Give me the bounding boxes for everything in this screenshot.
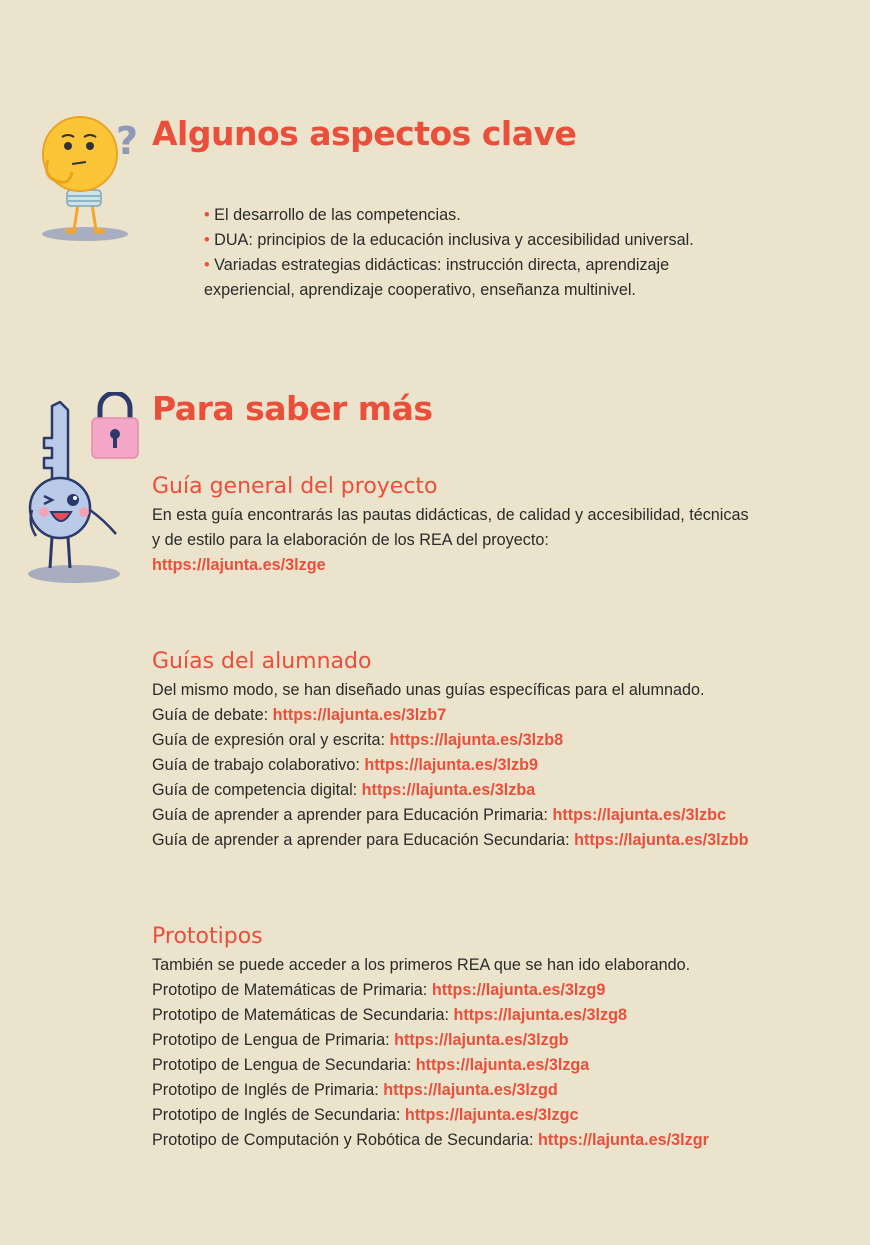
subsection-title-prototipos: Prototipos [152,924,263,949]
guia-digital-link[interactable]: https://lajunta.es/3lzba [361,781,536,799]
prototipo-mat-secundaria-link[interactable]: https://lajunta.es/3lzg8 [453,1006,628,1024]
guia-debate-link[interactable]: https://lajunta.es/3lzb7 [272,706,447,724]
prototipo-mat-primaria-link[interactable]: https://lajunta.es/3lzg9 [431,981,606,999]
key-aspects-list [204,203,694,303]
list-item: Guía de expresión oral y escrita: https://lajunta.es/3lzb8 [152,731,564,749]
list-item: Prototipo de Computación y Robótica de Secundaria: https://lajunta.es/3lzgr [152,1131,709,1149]
list-item: Prototipo de Matemáticas de Primaria: https://lajunta.es/3lzg9 [152,981,606,999]
subsection-title-alumnado: Guías del alumnado [152,649,372,674]
list-item-continuation: experiencial, aprendizaje cooperativo, enseñanza multinivel. [204,281,636,299]
prototipo-lengua-primaria-link[interactable]: https://lajunta.es/3lzgb [394,1031,569,1049]
svg-text:?: ? [116,119,138,163]
guia-aprender-secundaria-link[interactable]: https://lajunta.es/3lzbb [574,831,749,849]
prototipo-computacion-link[interactable]: https://lajunta.es/3lzgr [538,1131,709,1149]
list-item: Prototipo de Matemáticas de Secundaria: https://lajunta.es/3lzg8 [152,1006,628,1024]
guia-colaborativo-link[interactable]: https://lajunta.es/3lzb9 [364,756,538,774]
list-item: Guía de debate: https://lajunta.es/3lzb7 [152,706,447,724]
prototipo-ingles-primaria-link[interactable]: https://lajunta.es/3lzgd [383,1081,558,1099]
list-item: Prototipo de Inglés de Secundaria: https://lajunta.es/3lzgc [152,1106,579,1124]
guia-expresion-link[interactable]: https://lajunta.es/3lzb8 [389,731,564,749]
list-item: • Variadas estrategias didácticas: instrucción directa, aprendizaje [204,256,670,274]
guia-general-text [152,503,749,578]
list-item: Guía de competencia digital: https://lajunta.es/3lzba [152,781,536,799]
list-item: Guía de trabajo colaborativo: https://lajunta.es/3lzb9 [152,756,538,774]
list-item: Guía de aprender a aprender para Educación Secundaria: https://lajunta.es/3lzbb [152,831,749,849]
subsection-title-guia-general: Guía general del proyecto [152,474,438,499]
padlock-icon [90,392,140,462]
list-item: • El desarrollo de las competencias. [204,206,461,224]
list-item: Prototipo de Lengua de Primaria: https://lajunta.es/3lzgb [152,1031,569,1049]
list-item: Guía de aprender a aprender para Educación Primaria: https://lajunta.es/3lzbc [152,806,727,824]
prototipo-ingles-secundaria-link[interactable]: https://lajunta.es/3lzgc [404,1106,579,1124]
list-item: Prototipo de Lengua de Secundaria: https://lajunta.es/3lzga [152,1056,590,1074]
section-title-aspectos: Algunos aspectos clave [152,114,577,153]
guia-aprender-primaria-link[interactable]: https://lajunta.es/3lzbc [552,806,727,824]
paragraph-line: En esta guía encontrarás las pautas didácticas, de calidad y accesibilidad, técnicas [152,506,749,524]
alumnado-list [152,678,749,853]
prototipo-lengua-secundaria-link[interactable]: https://lajunta.es/3lzga [415,1056,590,1074]
paragraph-line: Del mismo modo, se han diseñado unas guías específicas para el alumnado. [152,681,705,699]
guia-general-link[interactable]: https://lajunta.es/3lzge [152,556,326,574]
section-title-saber-mas: Para saber más [152,389,433,428]
paragraph-line: y de estilo para la elaboración de los REA del proyecto: [152,531,549,549]
paragraph-line: También se puede acceder a los primeros REA que se han ido elaborando. [152,956,691,974]
thinking-lightbulb-icon [38,112,138,244]
list-item: • DUA: principios de la educación inclusiva y accesibilidad universal. [204,231,694,249]
prototipos-list [152,953,709,1153]
list-item: Prototipo de Inglés de Primaria: https://lajunta.es/3lzgd [152,1081,558,1099]
